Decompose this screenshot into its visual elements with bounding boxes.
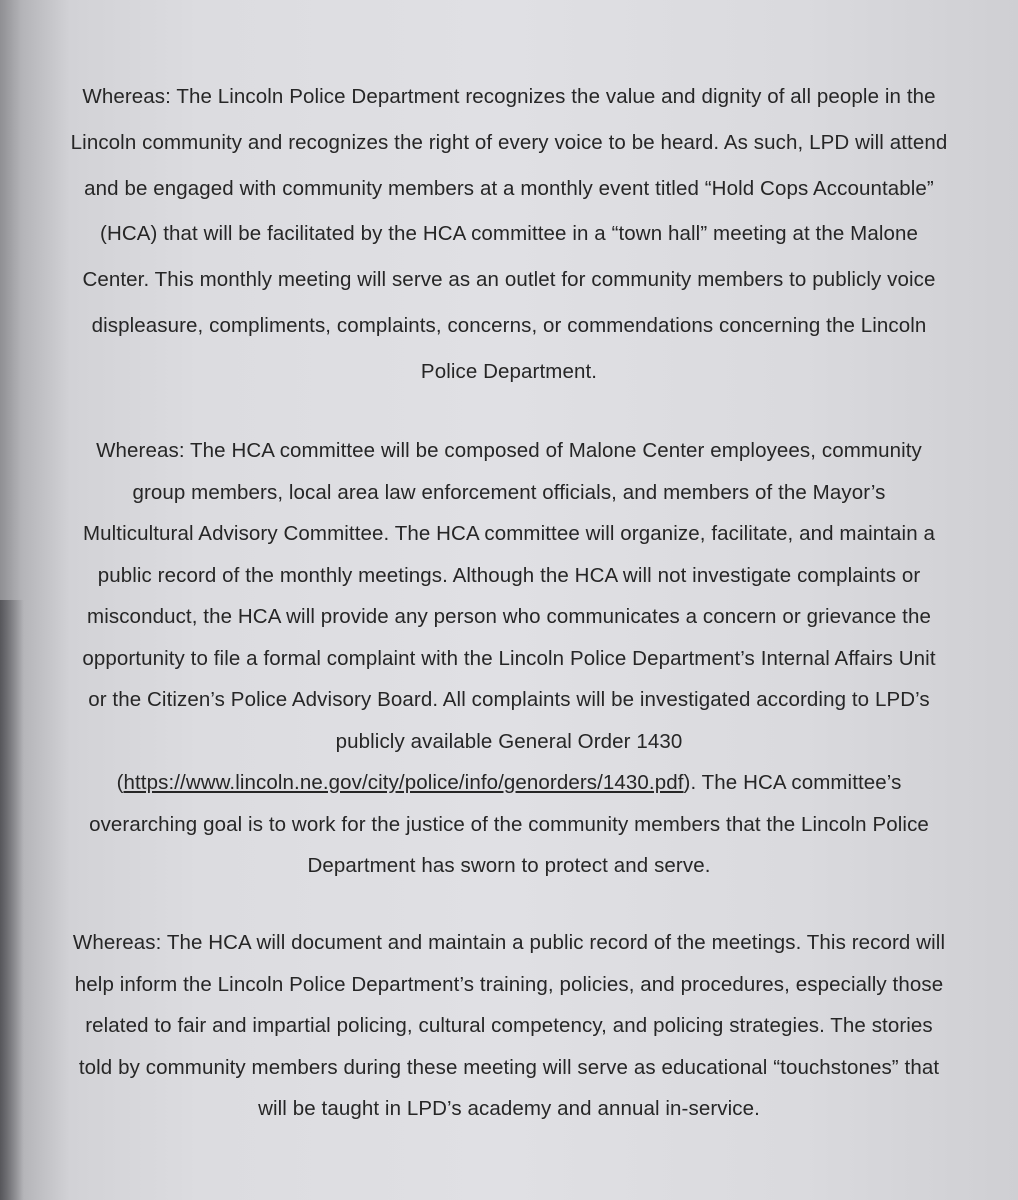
text-line: Multicultural Advisory Committee. The HCA committee will organize, facilitate, and maintain a (82, 522, 936, 545)
url-line-tail: ). The HCA committee’s (683, 771, 902, 794)
text-line: help inform the Lincoln Police Department’s training, policies, and procedures, especially those (74, 972, 944, 996)
text-line: (HCA) that will be facilitated by the HCA committee in a “town hall” meeting at the Malone (100, 222, 918, 246)
text-line: overarching goal is to work for the justice of the community members that the Lincoln Police (89, 812, 929, 836)
text-line: Whereas: The HCA will document and maintain a public record of the meetings. This record will (72, 931, 946, 954)
text-line: opportunity to file a formal complaint with the Lincoln Police Department’s Internal Affairs Unit (82, 646, 936, 670)
text-line: told by community members during these meeting will serve as educational “touchstones” that (78, 1055, 940, 1079)
url-open-paren: ( (116, 771, 124, 794)
text-line: Center. This monthly meeting will serve as an outlet for community members to publicly voice (82, 268, 936, 292)
paragraph-whereas-1 (4, 74, 1014, 395)
paragraph-whereas-3 (40, 922, 978, 1130)
text-line: publicly available General Order 1430 (335, 729, 683, 753)
paragraph-whereas-2 (40, 430, 978, 887)
text-line: Whereas: The HCA committee will be composed of Malone Center employees, community (96, 439, 922, 462)
text-line: group members, local area law enforcement officials, and members of the Mayor’s (132, 480, 886, 504)
text-line: and be engaged with community members at a monthly event titled “Hold Cops Accountable” (84, 176, 934, 200)
text-line: or the Citizen’s Police Advisory Board. All complaints will be investigated according to LPD’s (88, 688, 930, 711)
text-line: Department has sworn to protect and serve. (307, 854, 711, 877)
text-line: will be taught in LPD’s academy and annual in-service. (258, 1097, 760, 1120)
text-line: Police Department. (420, 359, 598, 383)
general-order-link[interactable]: https://www.lincoln.ne.gov/city/police/info/genorders/1430.pdf (123, 771, 684, 794)
text-line: related to fair and impartial policing, cultural competency, and policing strategies. The stories (85, 1014, 933, 1037)
text-line: Lincoln community and recognizes the right of every voice to be heard. As such, LPD will attend (70, 130, 948, 154)
text-line: public record of the monthly meetings. Although the HCA will not investigate complaints or (97, 563, 921, 587)
text-line: misconduct, the HCA will provide any person who communicates a concern or grievance the (87, 605, 931, 628)
text-line: displeasure, compliments, complaints, concerns, or commendations concerning the Lincoln (91, 313, 927, 337)
url-line (40, 762, 978, 804)
text-line: Whereas: The Lincoln Police Department recognizes the value and dignity of all people in the (82, 85, 936, 108)
